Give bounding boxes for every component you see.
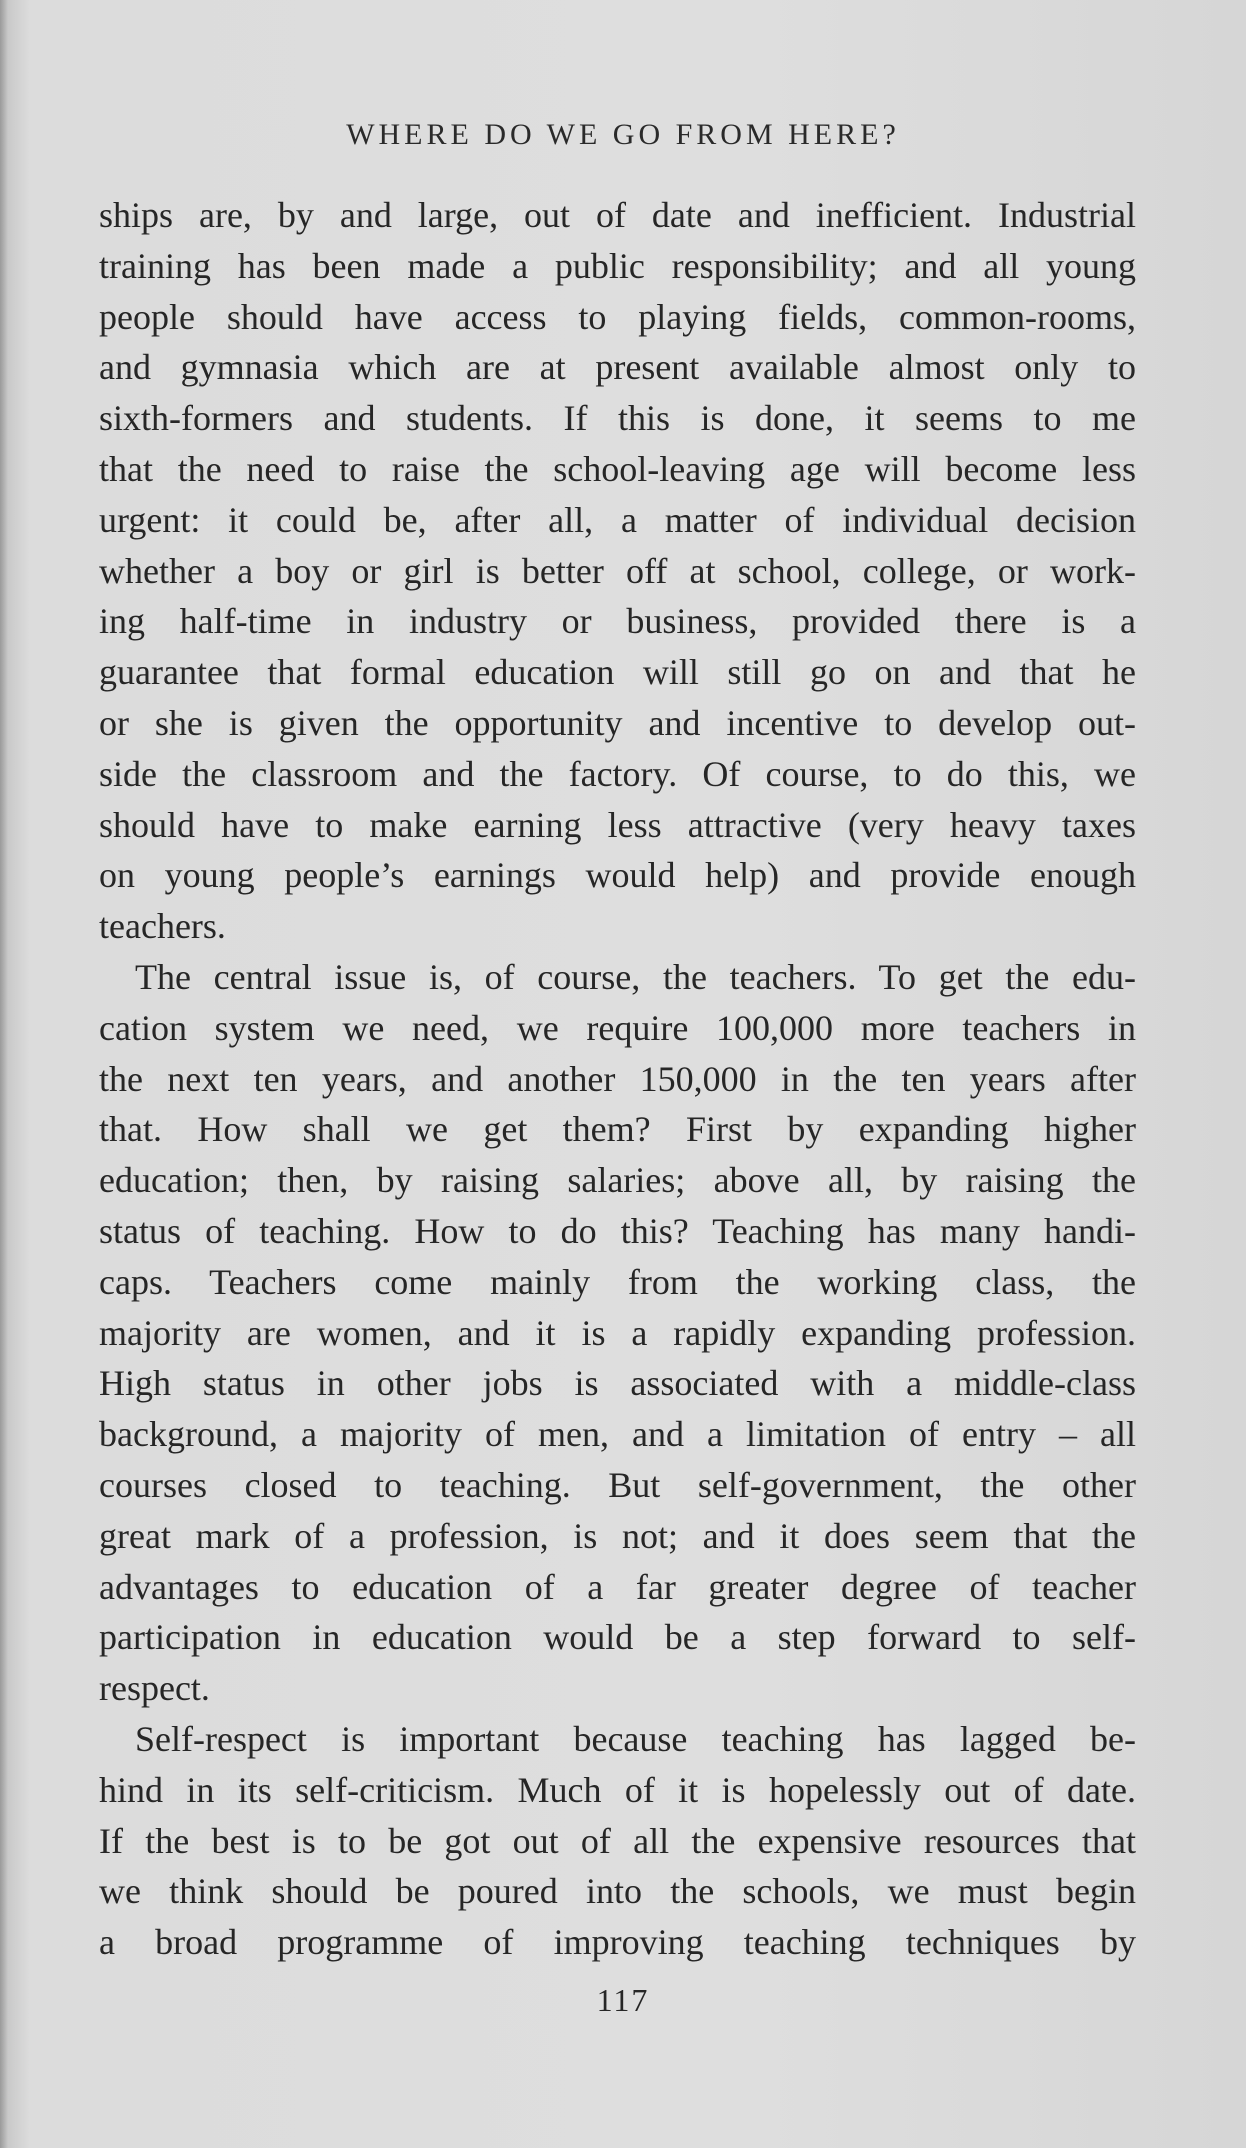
paragraph	[99, 952, 1136, 1714]
text-line: or she is given the opportunity and incentive to develop out-	[99, 702, 1136, 743]
text-line: If the best is to be got out of all the expensive resources that	[99, 1820, 1136, 1861]
text-line: ing half-time in industry or business, provided there is a	[99, 601, 1136, 642]
text-line: that. How shall we get them? First by expanding higher	[99, 1109, 1136, 1150]
text-line: on young people’s earnings would help) and provide enough	[99, 855, 1136, 896]
text-line: great mark of a profession, is not; and it does seem that the	[99, 1515, 1136, 1556]
text-line: advantages to education of a far greater degree of teacher	[99, 1566, 1136, 1607]
page-number: 117	[596, 1982, 650, 2018]
text-line: hind in its self-criticism. Much of it is hopelessly out of date.	[99, 1769, 1136, 1810]
text-line: courses closed to teaching. But self-government, the other	[99, 1464, 1136, 1505]
running-head: WHERE DO WE GO FROM HERE?	[346, 118, 900, 151]
text-line: whether a boy or girl is better off at school, college, or work-	[99, 550, 1136, 591]
paragraph	[99, 190, 1136, 952]
paragraph	[99, 1714, 1136, 1968]
text-line: participation in education would be a step forward to self-	[99, 1617, 1136, 1658]
text-line: guarantee that formal education will still go on and that he	[99, 652, 1136, 693]
text-line: we think should be poured into the schools, we must begin	[99, 1871, 1136, 1912]
text-line: sixth-formers and students. If this is done, it seems to me	[99, 398, 1136, 439]
text-line: High status in other jobs is associated with a middle-class	[99, 1363, 1136, 1404]
text-line: majority are women, and it is a rapidly expanding profession.	[99, 1312, 1136, 1353]
text-line: should have to make earning less attractive (very heavy taxes	[99, 804, 1136, 845]
text-line: respect.	[99, 1668, 210, 1709]
text-line: teachers.	[99, 906, 226, 947]
text-line: ships are, by and large, out of date and inefficient. Industrial	[99, 195, 1136, 235]
text-line: caps. Teachers come mainly from the working class, the	[99, 1261, 1136, 1302]
text-line: urgent: it could be, after all, a matter of individual decision	[99, 499, 1136, 540]
text-line: education; then, by raising salaries; above all, by raising the	[99, 1160, 1136, 1201]
text-line: the next ten years, and another 150,000 in the ten years after	[99, 1058, 1136, 1099]
text-line: training has been made a public responsibility; and all young	[99, 245, 1136, 286]
text-line: status of teaching. How to do this? Teaching has many handi-	[99, 1210, 1136, 1251]
text-line: people should have access to playing fields, common-rooms,	[99, 296, 1136, 337]
text-line: a broad programme of improving teaching techniques by	[99, 1922, 1136, 1963]
text-line: and gymnasia which are at present available almost only to	[99, 347, 1136, 388]
text-line: Self-respect is important because teaching has lagged be-	[135, 1718, 1136, 1759]
text-line: side the classroom and the factory. Of course, to do this, we	[99, 753, 1136, 794]
text-line: that the need to raise the school-leaving age will become less	[99, 448, 1136, 489]
body-text	[99, 190, 1136, 1968]
text-line: The central issue is, of course, the teachers. To get the edu-	[135, 956, 1136, 997]
text-line: cation system we need, we require 100,000 more teachers in	[99, 1007, 1136, 1048]
text-line: background, a majority of men, and a limitation of entry – all	[99, 1414, 1136, 1455]
